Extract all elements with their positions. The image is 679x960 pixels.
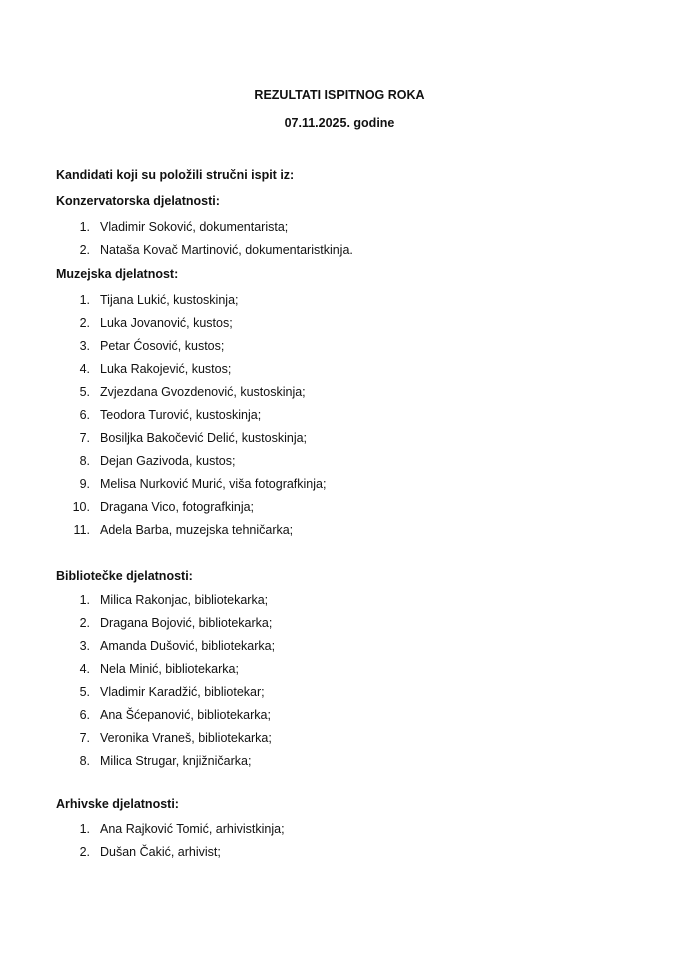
list-item-text: Amanda Dušović, bibliotekarka;	[100, 639, 276, 653]
list-item-number: 2.	[79, 845, 90, 859]
list-item-number: 8.	[79, 754, 90, 768]
intro-heading: Kandidati koji su položili stručni ispit iz:	[56, 168, 295, 182]
list-item-text: Bosiljka Bakočević Delić, kustoskinja;	[100, 431, 308, 445]
list-item-text: Adela Barba, muzejska tehničarka;	[100, 523, 294, 537]
section-heading-arhivske: Arhivske djelatnosti:	[56, 797, 179, 811]
list-item-number: 3.	[79, 639, 90, 653]
list-item-text: Nataša Kovač Martinović, dokumentaristkinja.	[100, 243, 353, 257]
list-item-number: 1.	[79, 220, 90, 234]
list-item-text: Milica Rakonjac, bibliotekarka;	[100, 593, 269, 607]
list-item-number: 8.	[79, 454, 90, 468]
document-title: REZULTATI ISPITNOG ROKA	[254, 88, 425, 102]
list-item-text: Dejan Gazivoda, kustos;	[100, 454, 236, 468]
list-item-number: 10.	[72, 500, 90, 514]
list-item-text: Dragana Vico, fotografkinja;	[100, 500, 255, 514]
list-item-text: Dušan Čakić, arhivist;	[100, 845, 221, 859]
list-item-number: 6.	[79, 708, 90, 722]
list-item-number: 4.	[79, 662, 90, 676]
list-item-text: Tijana Lukić, kustoskinja;	[100, 293, 239, 307]
list-item-number: 1.	[79, 822, 90, 836]
list-item-text: Vladimir Karadžić, bibliotekar;	[100, 685, 265, 699]
list-item-text: Petar Ćosović, kustos;	[100, 339, 225, 353]
list-item-text: Luka Jovanović, kustos;	[100, 316, 233, 330]
section-heading-konzervatorska: Konzervatorska djelatnosti:	[56, 194, 220, 208]
list-item-number: 7.	[79, 731, 90, 745]
list-item-number: 5.	[79, 385, 90, 399]
list-item-number: 1.	[79, 293, 90, 307]
list-item-number: 3.	[79, 339, 90, 353]
section-heading-biblioteke: Bibliotečke djelatnosti:	[56, 569, 193, 583]
list-item-number: 2.	[79, 316, 90, 330]
list-item-text: Ana Rajković Tomić, arhivistkinja;	[100, 822, 285, 836]
list-item-number: 9.	[79, 477, 90, 491]
list-item-number: 4.	[79, 362, 90, 376]
list-item-text: Zvjezdana Gvozdenović, kustoskinja;	[100, 385, 306, 399]
document-date: 07.11.2025. godine	[284, 116, 395, 130]
list-item-number: 1.	[79, 593, 90, 607]
list-item-number: 2.	[79, 243, 90, 257]
list-item-text: Teodora Turović, kustoskinja;	[100, 408, 262, 422]
list-item-text: Milica Strugar, knjižničarka;	[100, 754, 252, 768]
list-item-text: Luka Rakojević, kustos;	[100, 362, 232, 376]
list-item-number: 6.	[79, 408, 90, 422]
list-item-text: Veronika Vraneš, bibliotekarka;	[100, 731, 272, 745]
list-item-number: 2.	[79, 616, 90, 630]
list-item-number: 5.	[79, 685, 90, 699]
list-item-text: Vladimir Soković, dokumentarista;	[100, 220, 289, 234]
list-item-text: Ana Šćepanović, bibliotekarka;	[100, 708, 271, 722]
list-item-text: Melisa Nurković Murić, viša fotografkinja;	[100, 477, 327, 491]
list-item-text: Nela Minić, bibliotekarka;	[100, 662, 239, 676]
section-heading-muzejska: Muzejska djelatnost:	[56, 267, 179, 281]
list-item-number: 11.	[73, 523, 90, 537]
list-item-text: Dragana Bojović, bibliotekarka;	[100, 616, 273, 630]
list-item-number: 7.	[79, 431, 90, 445]
